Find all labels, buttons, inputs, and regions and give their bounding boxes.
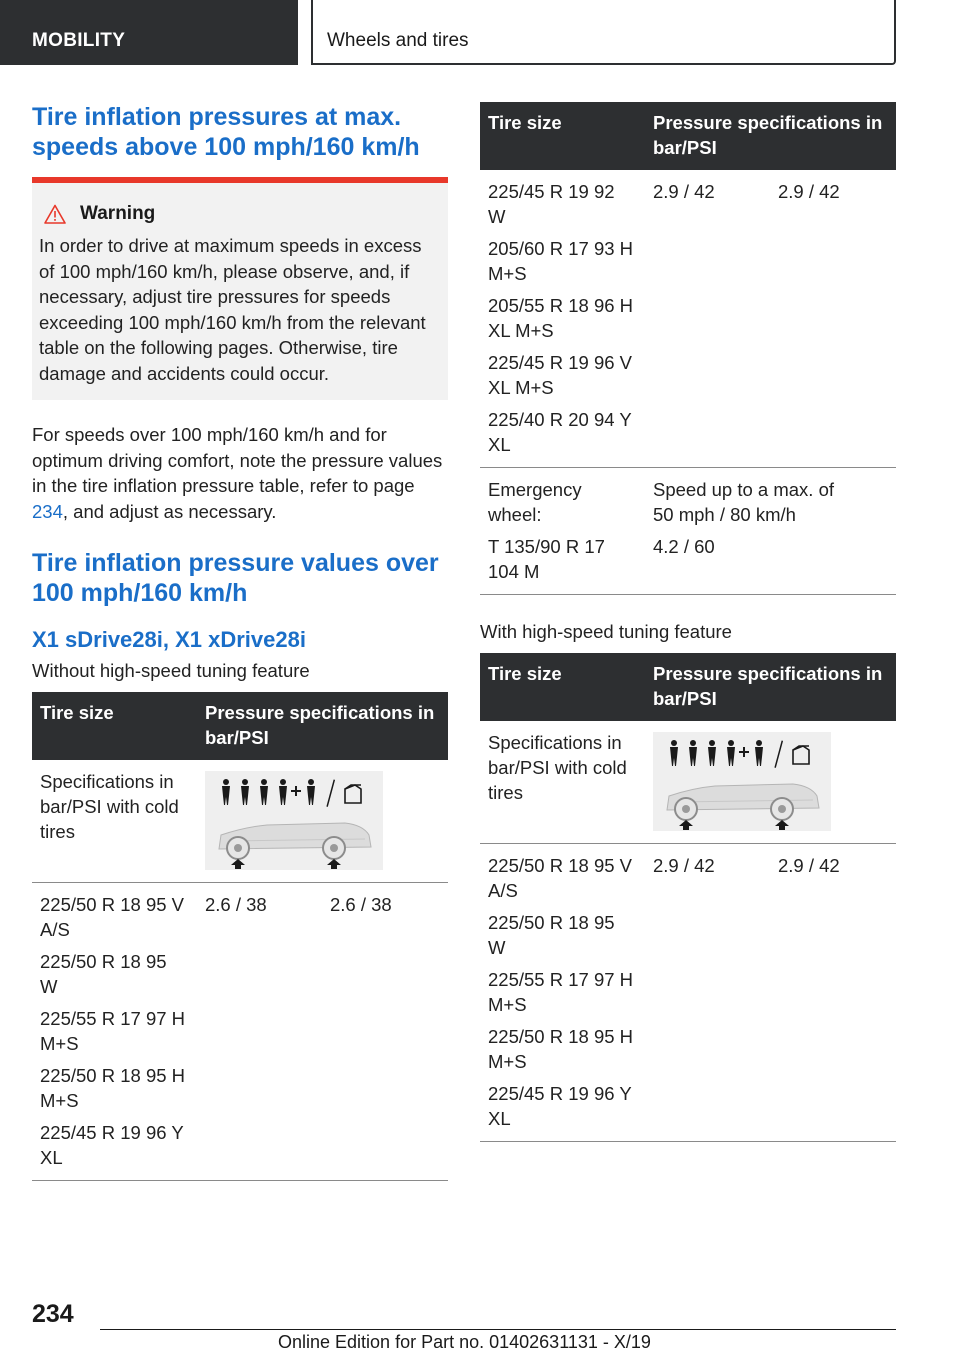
chapter-title: Wheels and tires xyxy=(327,30,469,51)
section-heading-values: Tire inflation pressure values over 100 mph/160 km/h xyxy=(32,549,439,607)
tire-size: 225/45 R 19 96 Y XL xyxy=(40,1121,184,1168)
spec-label: Specifications in bar/PSI with cold tires xyxy=(480,721,645,844)
col-header-tire-size: Tire size xyxy=(480,102,645,170)
intro-paragraph: For speeds over 100 mph/160 km/h and for optimum driving comfort, note the pressure values in the tire inflation pressure table, refer to page 234, and adjust as necessary. xyxy=(32,424,443,522)
right-column xyxy=(480,102,896,1142)
col-header-tire-size: Tire size xyxy=(480,653,645,721)
vehicle-side-icon xyxy=(219,823,371,869)
warning-text: In order to drive at maximum speeds in excess of 100 mph/160 km/h, please observe, and, if necessary, adjust tire pressures for speeds exceeding 100 mph/160 km/h from the relevant table on the following pages. Otherwise, tire damage and accidents could occur. xyxy=(39,235,426,384)
tire-size: 205/60 R 17 93 H M+S xyxy=(488,238,634,284)
table-caption: Without high-speed tuning feature xyxy=(32,660,310,681)
emergency-pressure: 4.2 / 60 xyxy=(653,536,715,557)
load-condition-illustration xyxy=(653,732,831,831)
pressure-table-standard xyxy=(32,692,448,1181)
footer-divider xyxy=(100,1329,896,1330)
tire-size: 225/40 R 20 94 Y XL xyxy=(488,409,632,455)
page-link[interactable]: 234 xyxy=(32,500,63,522)
chapter-header xyxy=(311,0,896,65)
pressure-value-2: 2.6 / 38 xyxy=(322,882,448,1180)
tire-size: 225/50 R 18 95 W xyxy=(40,950,167,997)
pressure-value-2: 2.9 / 42 xyxy=(770,170,896,468)
edition-note: Online Edition for Part no. 01402631131 - X/19 xyxy=(278,1332,651,1352)
emergency-speed-note: Speed up to a max. of 50 mph / 80 km/h xyxy=(653,479,835,525)
tire-size: 225/55 R 17 97 H M+S xyxy=(488,968,634,1015)
tire-size-list xyxy=(480,170,645,468)
tire-size: 225/50 R 18 95 H M+S xyxy=(488,1025,634,1072)
table-caption: With high-speed tuning feature xyxy=(480,621,732,642)
occupancy-load-icon xyxy=(670,740,809,768)
spec-label: Specifications in bar/PSI with cold tires xyxy=(32,760,197,883)
tire-size: 225/50 R 18 95 V A/S xyxy=(40,893,184,940)
section-heading-max-speeds: Tire inflation pressures at max. speeds above 100 mph/160 km/h xyxy=(32,103,420,161)
col-header-tire-size: Tire size xyxy=(32,692,197,760)
section-tab xyxy=(0,0,298,65)
tire-size: 225/55 R 17 97 H M+S xyxy=(40,1007,186,1054)
tire-size: 225/50 R 18 95 H M+S xyxy=(40,1064,186,1111)
tire-size-list xyxy=(480,843,645,1141)
pressure-table-high-speed xyxy=(480,653,896,1142)
warning-title: Warning xyxy=(80,203,156,224)
pressure-value-1: 2.6 / 38 xyxy=(197,882,322,1180)
tire-size: 225/50 R 18 95 V A/S xyxy=(488,854,632,901)
left-column xyxy=(32,102,448,1181)
emergency-tire-size: T 135/90 R 17 104 M xyxy=(488,536,605,582)
page-number: 234 xyxy=(32,1300,74,1328)
tire-size: 205/55 R 18 96 H XL M+S xyxy=(488,295,634,341)
tire-size-list xyxy=(32,882,197,1180)
tire-size: 225/45 R 19 96 V XL M+S xyxy=(488,352,632,398)
pressure-value-1: 2.9 / 42 xyxy=(645,170,770,468)
section-label: MOBILITY xyxy=(32,30,126,51)
load-condition-illustration xyxy=(205,771,383,870)
model-heading: X1 sDrive28i, X1 xDrive28i xyxy=(32,627,306,652)
col-header-pressure: Pressure specifications in bar/PSI xyxy=(645,653,896,721)
tire-size: 225/45 R 19 96 Y XL xyxy=(488,1082,632,1129)
pressure-value-1: 2.9 / 42 xyxy=(645,843,770,1141)
tire-size: 225/50 R 18 95 W xyxy=(488,911,615,958)
emergency-wheel-label: Emergency wheel: xyxy=(488,479,582,525)
col-header-pressure: Pressure specifications in bar/PSI xyxy=(197,692,448,760)
vehicle-side-icon xyxy=(667,784,819,830)
warning-box xyxy=(32,177,448,400)
pressure-value-2: 2.9 / 42 xyxy=(770,843,896,1141)
pressure-table-continued xyxy=(480,102,896,595)
col-header-pressure: Pressure specifications in bar/PSI xyxy=(645,102,896,170)
warning-triangle-icon xyxy=(44,204,66,224)
tire-size: 225/45 R 19 92 W xyxy=(488,181,615,227)
occupancy-load-icon xyxy=(222,779,361,807)
